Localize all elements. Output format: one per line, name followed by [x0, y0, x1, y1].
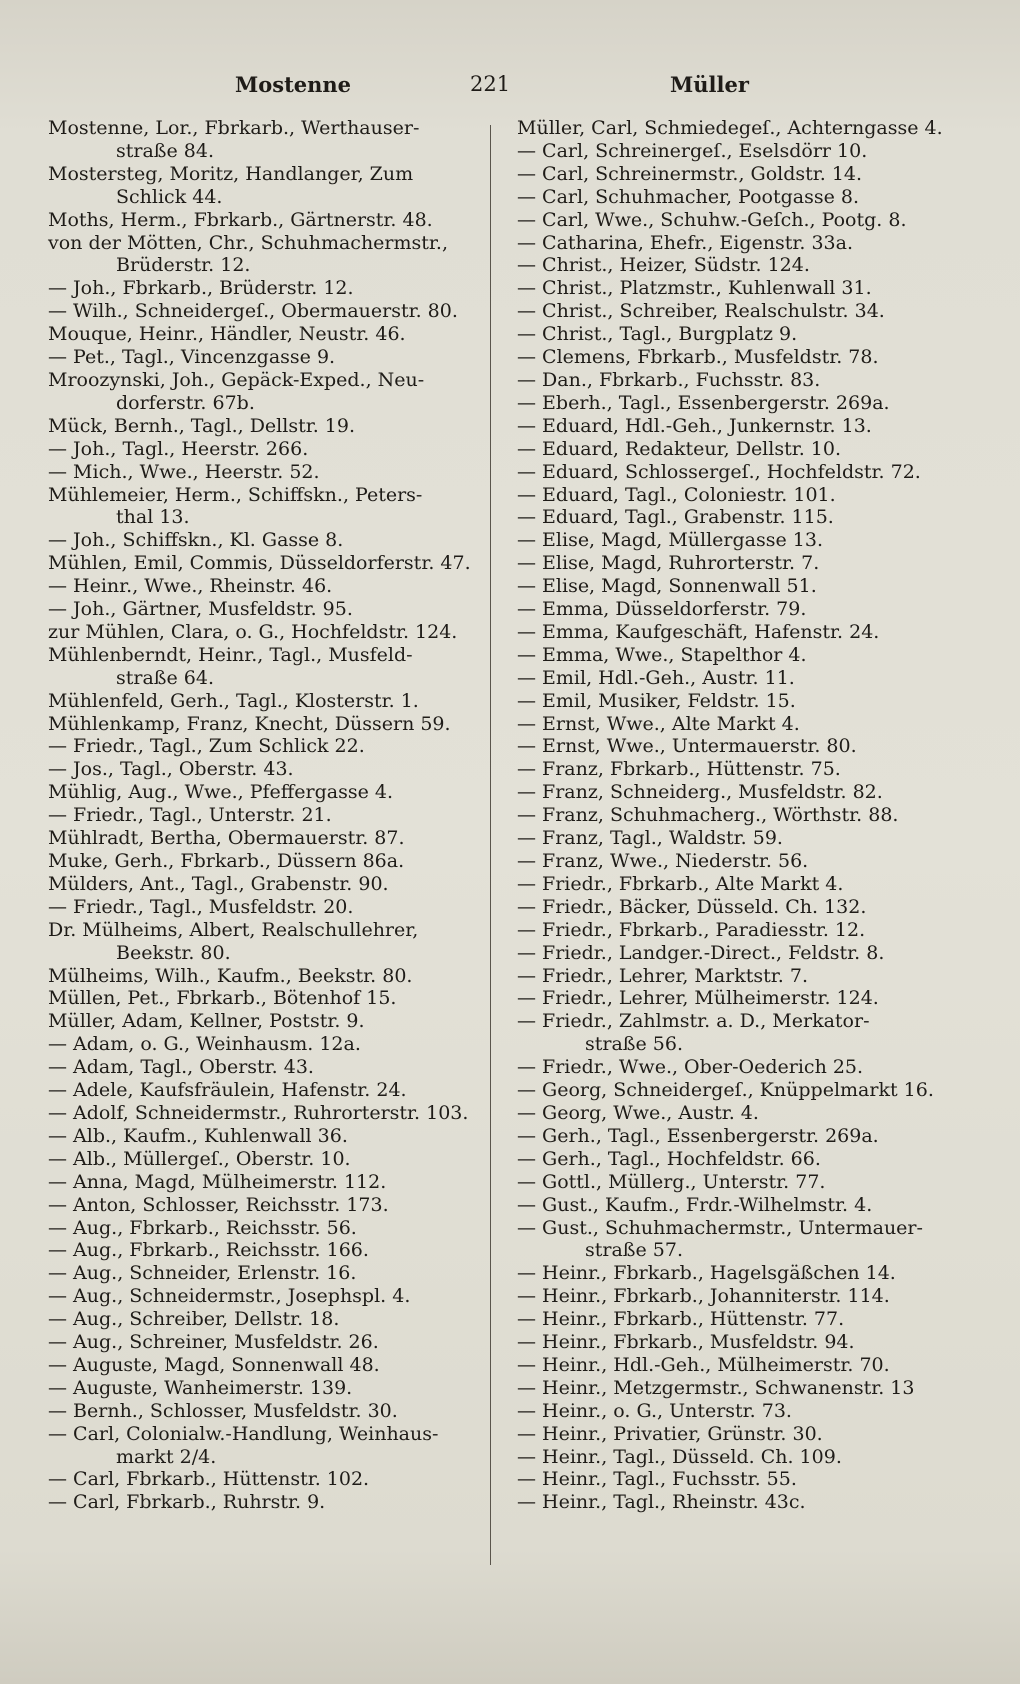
directory-entry: — Gerh., Tagl., Essenbergerstr. 269a. — [517, 1124, 879, 1147]
directory-entry: — Friedr., Lehrer, Mülheimerstr. 124. — [517, 987, 879, 1010]
directory-entry: Mülheims, Wilh., Kaufm., Beekstr. 80. — [48, 964, 413, 987]
directory-entry: Müller, Carl, Schmiedegeſ., Achterngasse 4. — [517, 117, 943, 139]
directory-entry: — Franz, Fbrkarb., Hüttenstr. 75. — [517, 758, 841, 781]
directory-entry: — Aug., Schreiner, Musfeldstr. 26. — [48, 1331, 379, 1354]
directory-entry: — Carl, Fbrkarb., Hüttenstr. 102. — [48, 1468, 370, 1491]
directory-entry: — Aug., Fbrkarb., Reichsstr. 56. — [48, 1216, 357, 1239]
directory-entry: — Bernh., Schlosser, Musfeldstr. 30. — [48, 1399, 398, 1422]
directory-entry: Mostersteg, Moritz, Handlanger, Zum — [48, 162, 414, 185]
directory-entry: — Ernst, Wwe., Untermauerstr. 80. — [517, 735, 857, 758]
directory-entry: — Joh., Schiffskn., Kl. Gasse 8. — [48, 529, 344, 552]
directory-entry: — Emma, Düsseldorferstr. 79. — [517, 598, 807, 621]
directory-entry: Dr. Mülheims, Albert, Realschullehrer, — [48, 918, 419, 941]
directory-entry: — Carl, Schuhmacher, Pootgasse 8. — [517, 185, 859, 208]
directory-entry: — Heinr., Fbrkarb., Johanniterstr. 114. — [517, 1285, 890, 1308]
directory-entry: — Carl, Wwe., Schuhw.-Geſch., Pootg. 8. — [517, 208, 907, 231]
directory-entry: straße 84. — [116, 139, 214, 162]
right-column — [517, 117, 947, 1514]
directory-entry: Mühlenfeld, Gerh., Tagl., Klosterstr. 1. — [48, 689, 419, 712]
directory-entry: — Friedr., Zahlmstr. a. D., Merkator- — [517, 1010, 870, 1033]
directory-entry: — Christ., Schreiber, Realschulstr. 34. — [517, 300, 885, 323]
directory-entry: — Aug., Fbrkarb., Reichsstr. 166. — [48, 1239, 369, 1262]
directory-entry: — Christ., Platzmstr., Kuhlenwall 31. — [517, 277, 872, 300]
directory-entry: markt 2/4. — [116, 1445, 217, 1468]
directory-entry: — Adolf, Schneidermstr., Ruhrorterstr. 103. — [48, 1101, 469, 1124]
page-header — [60, 72, 960, 102]
directory-entry: — Gust., Schuhmachermstr., Untermauer- — [517, 1216, 923, 1239]
directory-entry: — Adam, o. G., Weinhausm. 12a. — [48, 1033, 361, 1056]
directory-entry: straße 64. — [116, 666, 214, 689]
directory-entry: — Auguste, Wanheimerstr. 139. — [48, 1376, 353, 1399]
directory-entry: — Franz, Schneiderg., Musfeldstr. 82. — [517, 781, 883, 804]
directory-entry: Brüderstr. 12. — [116, 254, 251, 277]
left-column — [48, 117, 472, 1514]
directory-entry: — Emma, Kaufgeschäft, Hafenstr. 24. — [517, 620, 880, 643]
directory-entry: — Mich., Wwe., Heerstr. 52. — [48, 460, 320, 483]
directory-entry: — Aug., Schreiber, Dellstr. 18. — [48, 1308, 340, 1331]
directory-entry: — Friedr., Tagl., Zum Schlick 22. — [48, 735, 365, 758]
directory-entry: — Friedr., Tagl., Musfeldstr. 20. — [48, 895, 354, 918]
directory-entry: — Christ., Heizer, Südstr. 124. — [517, 254, 810, 277]
directory-entry: — Christ., Tagl., Burgplatz 9. — [517, 323, 798, 346]
directory-entry: Mülders, Ant., Tagl., Grabenstr. 90. — [48, 872, 389, 895]
directory-entry: — Heinr., Tagl., Düsseld. Ch. 109. — [517, 1445, 842, 1468]
directory-entry: thal 13. — [116, 506, 190, 529]
directory-entry: — Friedr., Fbrkarb., Alte Markt 4. — [517, 872, 844, 895]
directory-entry: — Ernst, Wwe., Alte Markt 4. — [517, 712, 800, 735]
directory-entry: — Emma, Wwe., Stapelthor 4. — [517, 643, 807, 666]
directory-entry: — Aug., Schneider, Erlenstr. 16. — [48, 1262, 357, 1285]
directory-entry: straße 57. — [585, 1239, 683, 1262]
directory-entry: Müller, Adam, Kellner, Poststr. 9. — [48, 1010, 365, 1033]
directory-entry: Müllen, Pet., Fbrkarb., Bötenhof 15. — [48, 987, 397, 1010]
directory-entry: dorferstr. 67b. — [116, 391, 255, 414]
directory-entry: Beekstr. 80. — [116, 941, 231, 964]
directory-entry: — Clemens, Fbrkarb., Musfeldstr. 78. — [517, 346, 879, 369]
directory-entry: Mühlemeier, Herm., Schiffskn., Peters- — [48, 483, 423, 506]
directory-entry: — Carl, Schreinermstr., Goldstr. 14. — [517, 162, 863, 185]
directory-entry: — Joh., Tagl., Heerstr. 266. — [48, 437, 309, 460]
directory-entry: — Emil, Musiker, Feldstr. 15. — [517, 689, 796, 712]
directory-entry: — Auguste, Magd, Sonnenwall 48. — [48, 1353, 380, 1376]
directory-entry: von der Mötten, Chr., Schuhmachermstr., — [48, 231, 448, 254]
directory-entry: — Friedr., Lehrer, Marktstr. 7. — [517, 964, 809, 987]
directory-entry: — Emil, Hdl.-Geh., Austr. 11. — [517, 666, 795, 689]
directory-entry: — Carl, Fbrkarb., Ruhrstr. 9. — [48, 1491, 326, 1514]
directory-entry: — Eduard, Tagl., Grabenstr. 115. — [517, 506, 834, 529]
directory-entry: — Gerh., Tagl., Hochfeldstr. 66. — [517, 1147, 821, 1170]
directory-entry: — Catharina, Ehefr., Eigenstr. 33a. — [517, 231, 853, 254]
directory-entry: Mühlen, Emil, Commis, Düsseldorferstr. 47. — [48, 552, 471, 575]
directory-entry: — Heinr., Privatier, Grünstr. 30. — [517, 1422, 823, 1445]
directory-entry: Muke, Gerh., Fbrkarb., Düssern 86a. — [48, 850, 405, 872]
directory-entry: — Eduard, Schlossergeſ., Hochfeldstr. 72. — [517, 460, 921, 483]
directory-entry: Mühlenkamp, Franz, Knecht, Düssern 59. — [48, 712, 451, 735]
page-number: 221 — [470, 72, 511, 96]
directory-entry: — Heinr., Fbrkarb., Hüttenstr. 77. — [517, 1308, 845, 1331]
directory-entry: — Heinr., Wwe., Rheinstr. 46. — [48, 575, 333, 598]
column-divider — [490, 125, 491, 1565]
header-right-keyword: Müller — [670, 72, 749, 97]
directory-entry: Mühlenberndt, Heinr., Tagl., Musfeld- — [48, 643, 413, 666]
directory-entry: — Franz, Tagl., Waldstr. 59. — [517, 827, 783, 850]
directory-entry: Moths, Herm., Fbrkarb., Gärtnerstr. 48. — [48, 208, 433, 231]
directory-entry: — Eberh., Tagl., Essenbergerstr. 269a. — [517, 391, 890, 414]
directory-entry: Mouque, Heinr., Händler, Neustr. 46. — [48, 323, 406, 346]
header-left-keyword: Mostenne — [235, 72, 352, 97]
directory-entry: — Dan., Fbrkarb., Fuchsstr. 83. — [517, 368, 821, 391]
directory-entry: — Pet., Tagl., Vincenzgasse 9. — [48, 346, 336, 369]
directory-entry: — Anna, Magd, Mülheimerstr. 112. — [48, 1170, 387, 1193]
directory-entry: straße 56. — [585, 1033, 683, 1056]
directory-entry: — Heinr., Hdl.-Geh., Mülheimerstr. 70. — [517, 1353, 890, 1376]
directory-entry: — Heinr., Tagl., Rheinstr. 43c. — [517, 1491, 806, 1514]
directory-entry: — Joh., Gärtner, Musfeldstr. 95. — [48, 598, 353, 621]
directory-entry: — Jos., Tagl., Oberstr. 43. — [48, 758, 294, 781]
directory-entry: — Franz, Wwe., Niederstr. 56. — [517, 850, 809, 872]
directory-entry: — Heinr., o. G., Unterstr. 73. — [517, 1399, 792, 1422]
directory-entry: Mück, Bernh., Tagl., Dellstr. 19. — [48, 414, 355, 437]
directory-entry: — Eduard, Hdl.-Geh., Junkernstr. 13. — [517, 414, 872, 437]
directory-entry: — Georg, Schneidergeſ., Knüppelmarkt 16. — [517, 1079, 934, 1102]
directory-entry: Mühlradt, Bertha, Obermauerstr. 87. — [48, 827, 405, 850]
directory-entry: — Eduard, Redakteur, Dellstr. 10. — [517, 437, 842, 460]
directory-entry: — Friedr., Bäcker, Düsseld. Ch. 132. — [517, 895, 867, 918]
directory-entry: — Eduard, Tagl., Coloniestr. 101. — [517, 483, 836, 506]
directory-entry: — Elise, Magd, Ruhrorterstr. 7. — [517, 552, 820, 575]
directory-entry: — Anton, Schlosser, Reichsstr. 173. — [48, 1193, 389, 1216]
directory-entry: — Elise, Magd, Müllergasse 13. — [517, 529, 823, 552]
directory-entry: — Georg, Wwe., Austr. 4. — [517, 1101, 759, 1124]
directory-entry: Schlick 44. — [116, 185, 223, 208]
directory-entry: — Friedr., Fbrkarb., Paradiesstr. 12. — [517, 918, 866, 941]
directory-entry: — Elise, Magd, Sonnenwall 51. — [517, 575, 817, 598]
directory-entry: Mroozynski, Joh., Gepäck-Exped., Neu- — [48, 368, 425, 391]
directory-entry: — Heinr., Tagl., Fuchsstr. 55. — [517, 1468, 797, 1491]
directory-entry: — Adele, Kaufsfräulein, Hafenstr. 24. — [48, 1079, 407, 1102]
directory-entry: — Carl, Colonialw.-Handlung, Weinhaus- — [48, 1422, 439, 1445]
directory-entry: zur Mühlen, Clara, o. G., Hochfeldstr. 124. — [48, 620, 458, 643]
directory-entry: — Gust., Kaufm., Frdr.-Wilhelmstr. 4. — [517, 1193, 873, 1216]
directory-entry: — Friedr., Tagl., Unterstr. 21. — [48, 804, 332, 827]
directory-entry: — Franz, Schuhmacherg., Wörthstr. 88. — [517, 804, 899, 827]
directory-entry: — Friedr., Wwe., Ober-Oederich 25. — [517, 1056, 864, 1079]
directory-entry: — Heinr., Fbrkarb., Hagelsgäßchen 14. — [517, 1262, 896, 1285]
directory-entry: — Aug., Schneidermstr., Josephspl. 4. — [48, 1285, 411, 1308]
directory-entry: — Heinr., Fbrkarb., Musfeldstr. 94. — [517, 1331, 855, 1354]
directory-entry: — Gottl., Müllerg., Unterstr. 77. — [517, 1170, 826, 1193]
directory-entry: — Carl, Schreinergeſ., Eselsdörr 10. — [517, 139, 868, 162]
directory-entry: — Alb., Müllergeſ., Oberstr. 10. — [48, 1147, 351, 1170]
directory-entry: — Adam, Tagl., Oberstr. 43. — [48, 1056, 314, 1079]
directory-entry: — Heinr., Metzgermstr., Schwanenstr. 13 — [517, 1376, 915, 1399]
directory-entry: — Joh., Fbrkarb., Brüderstr. 12. — [48, 277, 354, 300]
directory-entry: — Wilh., Schneidergeſ., Obermauerstr. 80. — [48, 300, 458, 323]
directory-entry: Mostenne, Lor., Fbrkarb., Werthauser- — [48, 117, 420, 139]
directory-entry: — Friedr., Landger.-Direct., Feldstr. 8. — [517, 941, 885, 964]
directory-entry: Mühlig, Aug., Wwe., Pfeffergasse 4. — [48, 781, 394, 804]
directory-entry: — Alb., Kaufm., Kuhlenwall 36. — [48, 1124, 348, 1147]
